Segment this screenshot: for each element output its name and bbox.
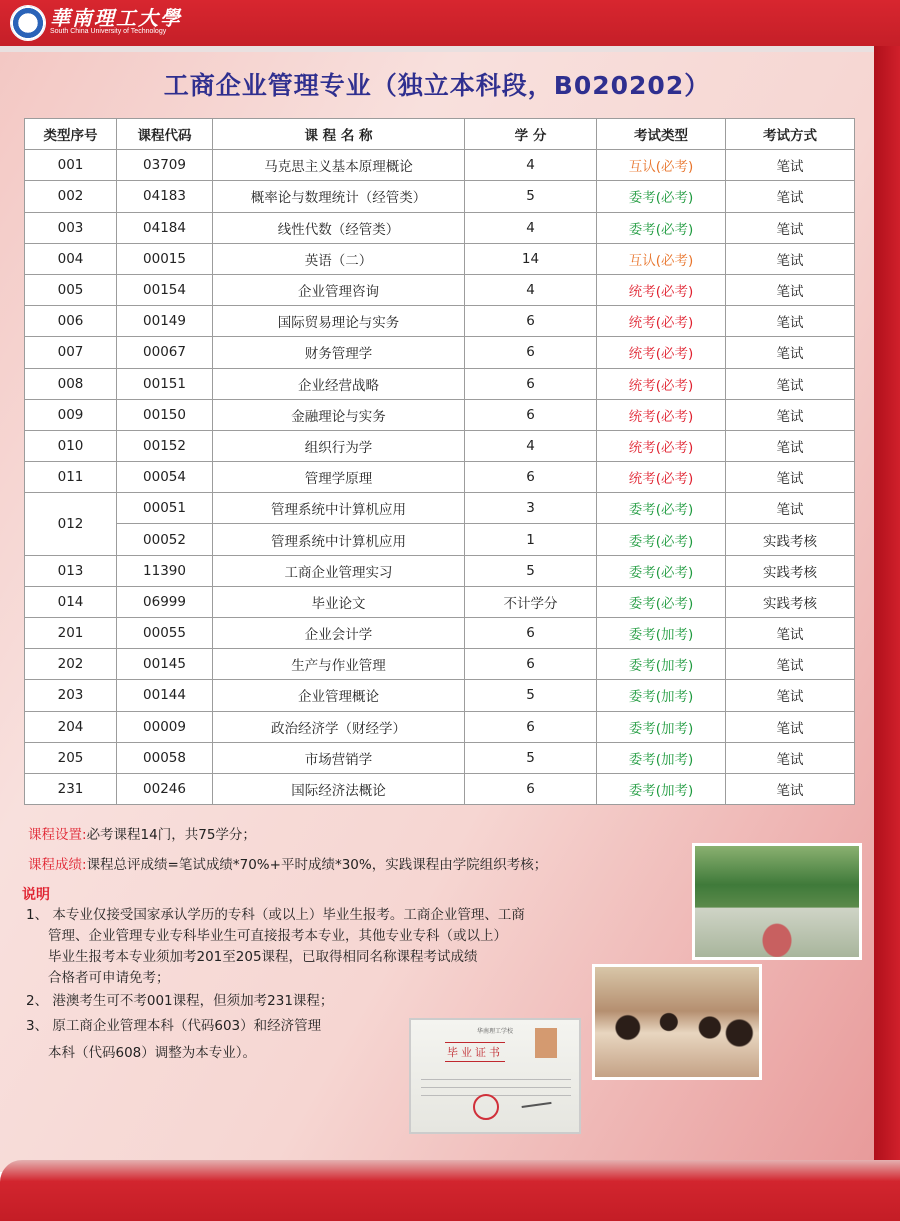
table-row (25, 586, 855, 617)
course-code-cell: 11390 (117, 555, 213, 586)
exam-method-cell: 实践考核 (726, 524, 855, 555)
table-row (25, 773, 855, 804)
course-grade-text: 课程总评成绩=笔试成绩*70%+平时成绩*30%，实践课程由学院组织考核； (86, 857, 548, 873)
exam-method-cell: 笔试 (726, 742, 855, 773)
course-name-cell: 组织行为学 (213, 430, 465, 461)
diploma-certificate-photo (409, 1018, 581, 1134)
type-no-cell: 006 (25, 306, 117, 337)
credits-cell: 6 (465, 368, 597, 399)
credits-cell: 4 (465, 150, 597, 181)
credits-cell: 6 (465, 462, 597, 493)
campus-garden-photo (692, 843, 862, 960)
course-code-cell: 00067 (117, 337, 213, 368)
credits-cell: 5 (465, 742, 597, 773)
exam-method-cell: 笔试 (726, 773, 855, 804)
exam-method-cell: 笔试 (726, 430, 855, 461)
exam-type-cell: 统考(必考) (597, 337, 726, 368)
credits-cell: 3 (465, 493, 597, 524)
type-no-cell: 205 (25, 742, 117, 773)
course-name-cell: 企业管理咨询 (213, 274, 465, 305)
course-name-cell: 英语（二） (213, 243, 465, 274)
type-no-cell: 009 (25, 399, 117, 430)
course-name-cell: 管理系统中计算机应用 (213, 524, 465, 555)
type-no-cell: 014 (25, 586, 117, 617)
header-type-no: 类型序号 (25, 119, 117, 150)
exam-method-cell: 实践考核 (726, 586, 855, 617)
exam-type-cell: 委考(必考) (597, 555, 726, 586)
course-code-cell: 04184 (117, 212, 213, 243)
exam-type-cell: 统考(必考) (597, 399, 726, 430)
explanation-title: 说明 (22, 887, 50, 903)
type-no-cell: 204 (25, 711, 117, 742)
exam-method-cell: 笔试 (726, 680, 855, 711)
course-code-cell: 00152 (117, 430, 213, 461)
exam-type-cell: 委考(加考) (597, 649, 726, 680)
table-row (25, 555, 855, 586)
exam-type-cell: 互认(必考) (597, 243, 726, 274)
course-code-cell: 00055 (117, 618, 213, 649)
explanation-item3-line2: 本科（代码608）调整为本专业）。 (48, 1045, 257, 1061)
exam-type-cell: 委考(必考) (597, 586, 726, 617)
credits-cell: 不计学分 (465, 586, 597, 617)
table-row (25, 368, 855, 399)
type-no-cell: 202 (25, 649, 117, 680)
credits-cell: 5 (465, 181, 597, 212)
explanation-item1-line3: 毕业生报考本专业须加考201至205课程，已取得相同名称课程考试成绩 (48, 949, 478, 965)
exam-type-cell: 委考(必考) (597, 493, 726, 524)
course-name-cell: 企业会计学 (213, 618, 465, 649)
university-logo-text: 華南理工大學 (50, 6, 182, 30)
exam-type-cell: 互认(必考) (597, 150, 726, 181)
type-no-cell: 231 (25, 773, 117, 804)
table-row (25, 649, 855, 680)
course-name-cell: 市场营销学 (213, 742, 465, 773)
course-code-cell: 00150 (117, 399, 213, 430)
table-row (25, 493, 855, 524)
header-course-code: 课程代码 (117, 119, 213, 150)
explanation-item3-line1: 3、 原工商企业管理本科（代码603）和经济管理 (26, 1018, 322, 1034)
exam-method-cell: 笔试 (726, 462, 855, 493)
explanation-item2: 2、 港澳考生可不考001课程，但须加考231课程； (26, 993, 334, 1009)
exam-method-cell: 笔试 (726, 337, 855, 368)
table-row (25, 181, 855, 212)
exam-type-cell: 委考(加考) (597, 618, 726, 649)
credits-cell: 6 (465, 773, 597, 804)
page-title: 工商企业管理专业（独立本科段，B020202） (163, 71, 711, 100)
table-row (25, 524, 855, 555)
bottom-decorative-band (0, 1160, 900, 1221)
type-no-cell: 007 (25, 337, 117, 368)
header-credits: 学 分 (465, 119, 597, 150)
type-no-cell: 201 (25, 618, 117, 649)
course-code-cell: 00015 (117, 243, 213, 274)
table-row (25, 399, 855, 430)
explanation-item1-line4: 合格者可申请免考； (48, 970, 170, 986)
exam-type-cell: 委考(必考) (597, 524, 726, 555)
table-row (25, 243, 855, 274)
exam-method-cell: 笔试 (726, 274, 855, 305)
table-header-row (25, 119, 855, 150)
header-course-name: 课 程 名 称 (213, 119, 465, 150)
exam-method-cell: 笔试 (726, 399, 855, 430)
exam-type-cell: 委考(必考) (597, 181, 726, 212)
course-code-cell: 00054 (117, 462, 213, 493)
course-code-cell: 00144 (117, 680, 213, 711)
exam-type-cell: 委考(必考) (597, 212, 726, 243)
type-no-cell: 008 (25, 368, 117, 399)
header-bar (0, 0, 900, 46)
credits-cell: 14 (465, 243, 597, 274)
university-seal-icon (10, 5, 46, 41)
table-row (25, 212, 855, 243)
exam-type-cell: 统考(必考) (597, 306, 726, 337)
course-name-cell: 管理系统中计算机应用 (213, 493, 465, 524)
credits-cell: 6 (465, 711, 597, 742)
exam-type-cell: 统考(必考) (597, 462, 726, 493)
credits-cell: 5 (465, 555, 597, 586)
course-code-cell: 00052 (117, 524, 213, 555)
course-name-cell: 毕业论文 (213, 586, 465, 617)
course-name-cell: 国际经济法概论 (213, 773, 465, 804)
course-name-cell: 工商企业管理实习 (213, 555, 465, 586)
exam-method-cell: 笔试 (726, 150, 855, 181)
course-name-cell: 线性代数（经管类） (213, 212, 465, 243)
course-setting-label: 课程设置: (28, 827, 87, 843)
exam-method-cell: 笔试 (726, 649, 855, 680)
right-decorative-band (874, 46, 900, 1176)
course-code-cell: 00145 (117, 649, 213, 680)
type-no-cell: 004 (25, 243, 117, 274)
type-no-cell: 003 (25, 212, 117, 243)
table-row (25, 430, 855, 461)
header-exam-method: 考试方式 (726, 119, 855, 150)
course-name-cell: 财务管理学 (213, 337, 465, 368)
course-code-cell: 00151 (117, 368, 213, 399)
exam-method-cell: 笔试 (726, 368, 855, 399)
table-row (25, 337, 855, 368)
course-code-cell: 00051 (117, 493, 213, 524)
table-row (25, 680, 855, 711)
exam-method-cell: 笔试 (726, 243, 855, 274)
credits-cell: 6 (465, 337, 597, 368)
exam-method-cell: 笔试 (726, 618, 855, 649)
type-no-cell: 012 (25, 493, 117, 555)
course-code-cell: 00058 (117, 742, 213, 773)
table-row (25, 462, 855, 493)
course-code-cell: 00149 (117, 306, 213, 337)
exam-method-cell: 笔试 (726, 181, 855, 212)
exam-type-cell: 委考(加考) (597, 742, 726, 773)
type-no-cell: 005 (25, 274, 117, 305)
exam-type-cell: 委考(加考) (597, 680, 726, 711)
type-no-cell: 001 (25, 150, 117, 181)
header-exam-type: 考试类型 (597, 119, 726, 150)
exam-type-cell: 委考(加考) (597, 711, 726, 742)
exam-type-cell: 委考(加考) (597, 773, 726, 804)
course-code-cell: 00009 (117, 711, 213, 742)
course-table (24, 118, 855, 805)
exam-type-cell: 统考(必考) (597, 368, 726, 399)
type-no-cell: 002 (25, 181, 117, 212)
exam-method-cell: 实践考核 (726, 555, 855, 586)
explanation-item1-line2: 管理、企业管理专业专科毕业生可直接报考本专业，其他专业专科（或以上） (48, 928, 507, 944)
table-row (25, 150, 855, 181)
type-no-cell: 203 (25, 680, 117, 711)
credits-cell: 4 (465, 212, 597, 243)
students-exam-photo (592, 964, 762, 1080)
table-row (25, 274, 855, 305)
credits-cell: 6 (465, 618, 597, 649)
course-name-cell: 企业经营战略 (213, 368, 465, 399)
table-row (25, 742, 855, 773)
table-body (25, 150, 855, 805)
university-logo-subtitle: South China University of Technology (50, 28, 167, 35)
exam-method-cell: 笔试 (726, 711, 855, 742)
credits-cell: 1 (465, 524, 597, 555)
course-name-cell: 国际贸易理论与实务 (213, 306, 465, 337)
type-no-cell: 010 (25, 430, 117, 461)
certificate-title: 毕业证书 (445, 1042, 505, 1062)
course-setting-text: 必考课程14门，共75学分； (86, 827, 256, 843)
course-code-cell: 03709 (117, 150, 213, 181)
course-name-cell: 生产与作业管理 (213, 649, 465, 680)
credits-cell: 4 (465, 274, 597, 305)
course-grade-note (28, 853, 547, 873)
exam-method-cell: 笔试 (726, 493, 855, 524)
credits-cell: 5 (465, 680, 597, 711)
certificate-portrait (535, 1028, 557, 1058)
credits-cell: 4 (465, 430, 597, 461)
course-code-cell: 04183 (117, 181, 213, 212)
course-name-cell: 金融理论与实务 (213, 399, 465, 430)
certificate-stamp-icon (473, 1094, 499, 1120)
exam-type-cell: 统考(必考) (597, 430, 726, 461)
explanation-item1-line1: 1、 本专业仅接受国家承认学历的专科（或以上）毕业生报考。工商企业管理、工商 (26, 907, 525, 923)
course-name-cell: 管理学原理 (213, 462, 465, 493)
exam-method-cell: 笔试 (726, 306, 855, 337)
exam-method-cell: 笔试 (726, 212, 855, 243)
course-setting-note (28, 823, 256, 843)
course-name-cell: 马克思主义基本原理概论 (213, 150, 465, 181)
credits-cell: 6 (465, 399, 597, 430)
table-row (25, 618, 855, 649)
course-name-cell: 概率论与数理统计（经管类） (213, 181, 465, 212)
course-code-cell: 00154 (117, 274, 213, 305)
credits-cell: 6 (465, 649, 597, 680)
course-code-cell: 00246 (117, 773, 213, 804)
type-no-cell: 013 (25, 555, 117, 586)
exam-type-cell: 统考(必考) (597, 274, 726, 305)
course-name-cell: 企业管理概论 (213, 680, 465, 711)
course-grade-label: 课程成绩: (28, 857, 87, 873)
credits-cell: 6 (465, 306, 597, 337)
certificate-school-text: 华南理工学校 (476, 1028, 513, 1035)
type-no-cell: 011 (25, 462, 117, 493)
course-name-cell: 政治经济学（财经学） (213, 711, 465, 742)
course-code-cell: 06999 (117, 586, 213, 617)
table-row (25, 306, 855, 337)
table-row (25, 711, 855, 742)
